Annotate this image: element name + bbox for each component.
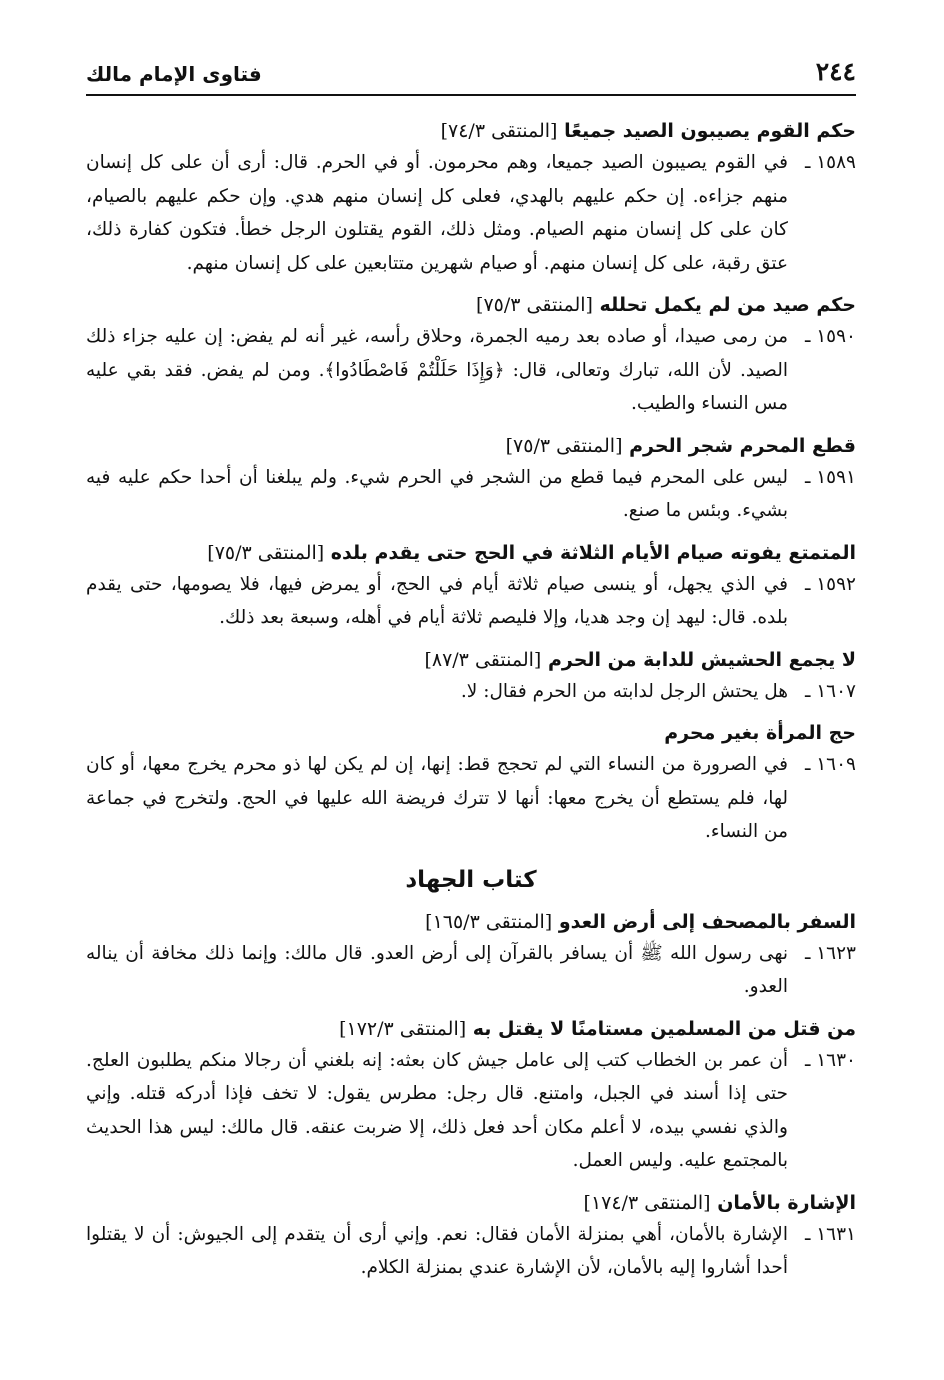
section-title: المتمتع يفوته صيام الأيام الثلاثة في الحج حتى يقدم بلده [330, 541, 856, 564]
section-title: حكم صيد من لم يكمل تحلله [599, 294, 856, 316]
fatwa-entry [86, 748, 856, 849]
fatwa-entry [86, 1044, 856, 1178]
section-heading [86, 1014, 856, 1044]
section-reference: [المنتقى ١٧٢/٣] [339, 1017, 467, 1040]
entry-text: نهى رسول الله ﷺ أن يسافر بالقرآن إلى أرض العدو. قال مالك: وإنما ذلك مخافة أن يناله العدو. [86, 942, 788, 997]
section-reference: [المنتقى ٧٤/٣] [440, 120, 558, 142]
section-incomplete-tahallul [86, 290, 856, 421]
entry-number: ١٥٨٩ ـ [804, 152, 856, 173]
section-grass-for-animals [86, 645, 856, 709]
entry-number: ١٦٢٣ ـ [804, 942, 856, 964]
section-heading [86, 1188, 856, 1218]
fatwa-entry [86, 937, 856, 1004]
entry-text: في الذي يجهل، أو ينسى صيام ثلاثة أيام في الحج، أو يمرض فيها، فلا يصومها، حتى يقدم بلده. قال: ليهد إن وجد هديا، وإلا فليصم ثلاثة أيام في أهله، وسبعة بعد ذلك. [86, 573, 788, 628]
section-heading [86, 718, 856, 748]
section-title: من قتل من المسلمين مستامنًا لا يقتل به [472, 1017, 856, 1040]
section-killing-mustamin [86, 1014, 856, 1178]
section-reference: [المنتقى ٧٥/٣] [505, 434, 623, 457]
section-woman-hajj-without-mahram [86, 718, 856, 849]
page-number: ٢٤٤ [815, 57, 856, 86]
fatwa-entry [86, 320, 856, 421]
entry-text: في الصرورة من النساء التي لم تحجج قط: إنها، إن لم يكن لها ذو محرم يخرج معها، أو كان لها، فلم يستطع أن يخرج معها: أنها لا تترك فريضة الله عليها في الحج. ولتخرج في جماعة من النساء. [86, 754, 788, 842]
entry-number: ١٦٠٧ ـ [804, 680, 856, 702]
fatwa-entry [86, 146, 856, 280]
entry-text: في القوم يصيبون الصيد جميعا، وهم محرمون. أو في الحرم. قال: أرى أن على كل إنسان منهم جزاءه. إن حكم عليهم بالهدي، فعلى كل إنسان منهم هدي. وإن حكم عليهم بالصيام، كان على كل إنسان منهم الصيام. ومثل ذلك، القوم يقتلون الرجل خطأ. فتكون كفارة ذلك، عتق رقبة، على كل إنسان منهم. أو صيام شهرين متتابعين على كل إنسان منهم. [86, 152, 788, 274]
entry-text: هل يحتش الرجل لدابته من الحرم فقال: لا. [460, 680, 788, 702]
fatwa-entry [86, 461, 856, 528]
section-reference: [المنتقى ٨٧/٣] [424, 648, 542, 671]
fatwa-entry [86, 675, 856, 709]
fatwa-entry [86, 568, 856, 635]
entry-text: الإشارة بالأمان، أهي بمنزلة الأمان فقال: نعم. وإني أرى أن يتقدم إلى الجيوش: أن لا يقتلوا أحدا أشاروا إليه بالأمان، لأن الإشارة عندي بمنزلة الكلام. [86, 1223, 788, 1278]
entry-number: ١٥٩١ ـ [804, 466, 856, 488]
entry-text: من رمى صيدا، أو صاده بعد رميه الجمرة، وحلاق رأسه، غير أنه لم يفض: إن عليه جزاء ذلك الصيد. لأن الله، تبارك وتعالى، قال: ﴿وَإِذَا حَلَلْتُمْ فَاصْطَادُوا﴾. ومن لم يفض. فقد بقي عليه مس النساء والطيب. [86, 326, 788, 414]
section-reference: [المنتقى ١٦٥/٣] [425, 910, 553, 933]
entry-number: ١٦٣١ ـ [804, 1223, 856, 1245]
section-quran-to-enemy-land [86, 907, 856, 1004]
section-heading [86, 538, 856, 568]
section-heading [86, 907, 856, 937]
section-heading [86, 431, 856, 461]
section-reference: [المنتقى ٧٥/٣] [476, 294, 593, 316]
running-head [86, 50, 856, 96]
section-heading [86, 290, 856, 320]
section-signal-of-safety [86, 1188, 856, 1285]
section-title: الإشارة بالأمان [717, 1191, 856, 1214]
section-title: حج المرأة بغير محرم [664, 722, 856, 744]
section-reference: [المنتقى ١٧٤/٣] [583, 1191, 711, 1214]
page-content [86, 116, 856, 1285]
entry-number: ١٥٩٢ ـ [804, 573, 856, 595]
section-mutamatti-fasting [86, 538, 856, 635]
section-haram-trees [86, 431, 856, 528]
entry-number: ١٦٠٩ ـ [804, 754, 856, 775]
fatwa-entry [86, 1218, 856, 1285]
section-title: لا يجمع الحشيش للدابة من الحرم [547, 648, 856, 671]
section-title: حكم القوم يصيبون الصيد جميعًا [564, 120, 856, 142]
entry-number: ١٥٩٠ ـ [804, 326, 856, 347]
section-hunting-collectively [86, 116, 856, 280]
section-heading [86, 645, 856, 675]
entry-number: ١٦٣٠ ـ [804, 1049, 856, 1071]
section-reference: [المنتقى ٧٥/٣] [207, 541, 325, 564]
section-heading [86, 116, 856, 146]
book-title: فتاوى الإمام مالك [86, 62, 262, 86]
entry-text: أن عمر بن الخطاب كتب إلى عامل جيش كان بعثه: إنه بلغني أن رجالا منكم يطلبون العلج. حتى إذا أسند في الجبل، وامتنع. قال رجل: مطرس يقول: لا تخف فإذا أدركه قتله. وإني والذي نفسي بيده، لا أعلم مكان أحد فعل ذلك، إلا ضربت عنقه. قال مالك: ليس هذا الحديث بالمجتمع عليه. وليس العمل. [86, 1049, 788, 1171]
section-title: السفر بالمصحف إلى أرض العدو [558, 910, 856, 933]
section-title: قطع المحرم شجر الحرم [629, 434, 856, 457]
entry-text: ليس على المحرم فيما قطع من الشجر في الحرم شيء. ولم يبلغنا أن أحدا حكم عليه فيه بشيء. وبئس ما صنع. [86, 466, 788, 521]
book-heading: كتاب الجهاد [405, 866, 537, 893]
